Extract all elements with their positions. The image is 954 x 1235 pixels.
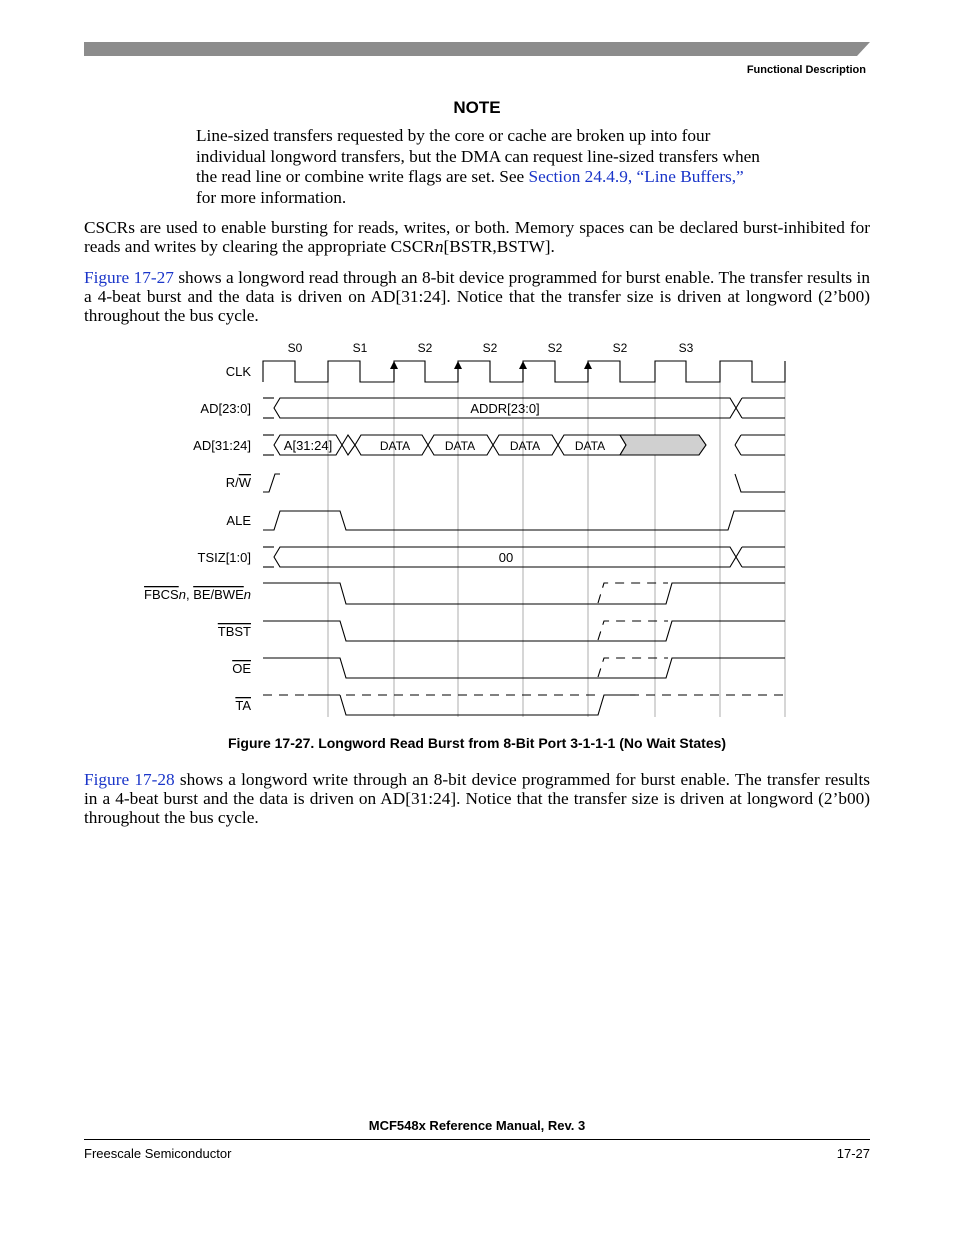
tsiz-value: 00 [498, 550, 514, 565]
signal-ad23-label: AD[23:0] [200, 401, 251, 416]
paragraph-cscr [84, 218, 870, 256]
note-text: Line-sized transfers requested by the core or cache are broken up into four individual longword transfers, but the DMA can request line-sized transfers when the read line or combine write flags are set. See [196, 126, 760, 186]
footer-divider [84, 1139, 870, 1140]
signal-ad31-label: AD[31:24] [193, 438, 251, 453]
data-value: DATA [444, 439, 476, 453]
signal-ale-label: ALE [226, 513, 251, 528]
ale-waveform [263, 511, 785, 530]
fbcs-waveform [263, 583, 604, 604]
note-title: NOTE [453, 98, 501, 117]
section-header: Functional Description [746, 64, 866, 76]
section-link[interactable]: Section 24.4.9, “Line Buffers,” [528, 167, 744, 186]
state-label: S2 [482, 341, 498, 355]
a31-value: A[31:24] [283, 438, 333, 453]
state-label: S2 [612, 341, 628, 355]
signal-rw-label: R/W [225, 475, 251, 490]
figure-link[interactable]: Figure 17-27 [84, 268, 174, 287]
paragraph-text: shows a longword write through an 8-bit device programmed for burst enable. The transfer results in a 4-beat burst and the data is driven on AD[31:24]. Notice that the transfer size is driven at longword (2’b00) throughout the bus cycle. [84, 770, 870, 827]
signal-oe-label: OE [232, 661, 251, 676]
paragraph-figure-17-28 [84, 770, 870, 827]
signal-tsiz-label: TSIZ[1:0] [197, 550, 251, 565]
paragraph-text: CSCRs are used to enable bursting for reads, writes, or both. Memory spaces can be declared burst-inhibited for reads and writes by clearing the appropriate CSCR [84, 218, 870, 256]
data-value: DATA [574, 439, 606, 453]
addr-value: ADDR[23:0] [470, 401, 540, 416]
footer-title: MCF548x Reference Manual, Rev. 3 [368, 1118, 586, 1133]
tbst-waveform [263, 621, 604, 641]
italic-n: n [434, 237, 444, 256]
page-number: 17-27 [836, 1146, 870, 1161]
paragraph-text: shows a longword read through an 8-bit device programmed for burst enable. The transfer results in a 4-beat burst and the data is driven on AD[31:24]. Notice that the transfer size is driven at longword (2’b00) throughout the bus cycle. [84, 268, 870, 325]
rw-waveform [263, 474, 280, 492]
ad31-bus-idle [620, 435, 706, 455]
ta-waveform [340, 695, 630, 715]
paragraph-figure-17-27 [84, 268, 870, 325]
header-bar [84, 42, 870, 56]
signal-tbst-label: TBST [217, 624, 251, 639]
figure-link[interactable]: Figure 17-28 [84, 770, 175, 789]
state-label: S3 [678, 341, 694, 355]
timing-diagram [130, 335, 800, 725]
paragraph-text-end: [BSTR,BSTW]. [443, 237, 555, 256]
signal-fbcs-label: FBCSn, BE/BWEn [144, 587, 251, 602]
signal-clk-label: CLK [225, 364, 251, 379]
note-body [196, 126, 762, 208]
state-label: S1 [352, 341, 368, 355]
figure-caption: Figure 17-27. Longword Read Burst from 8-Bit Port 3-1-1-1 (No Wait States) [227, 735, 727, 751]
oe-waveform [263, 658, 604, 678]
state-label: S2 [547, 341, 563, 355]
state-label: S2 [417, 341, 433, 355]
signal-ta-label: TA [235, 698, 251, 713]
data-value: DATA [379, 439, 411, 453]
note-text-end: for more information. [196, 187, 347, 207]
footer-company: Freescale Semiconductor [84, 1146, 232, 1161]
state-label: S0 [287, 341, 303, 355]
data-value: DATA [509, 439, 541, 453]
